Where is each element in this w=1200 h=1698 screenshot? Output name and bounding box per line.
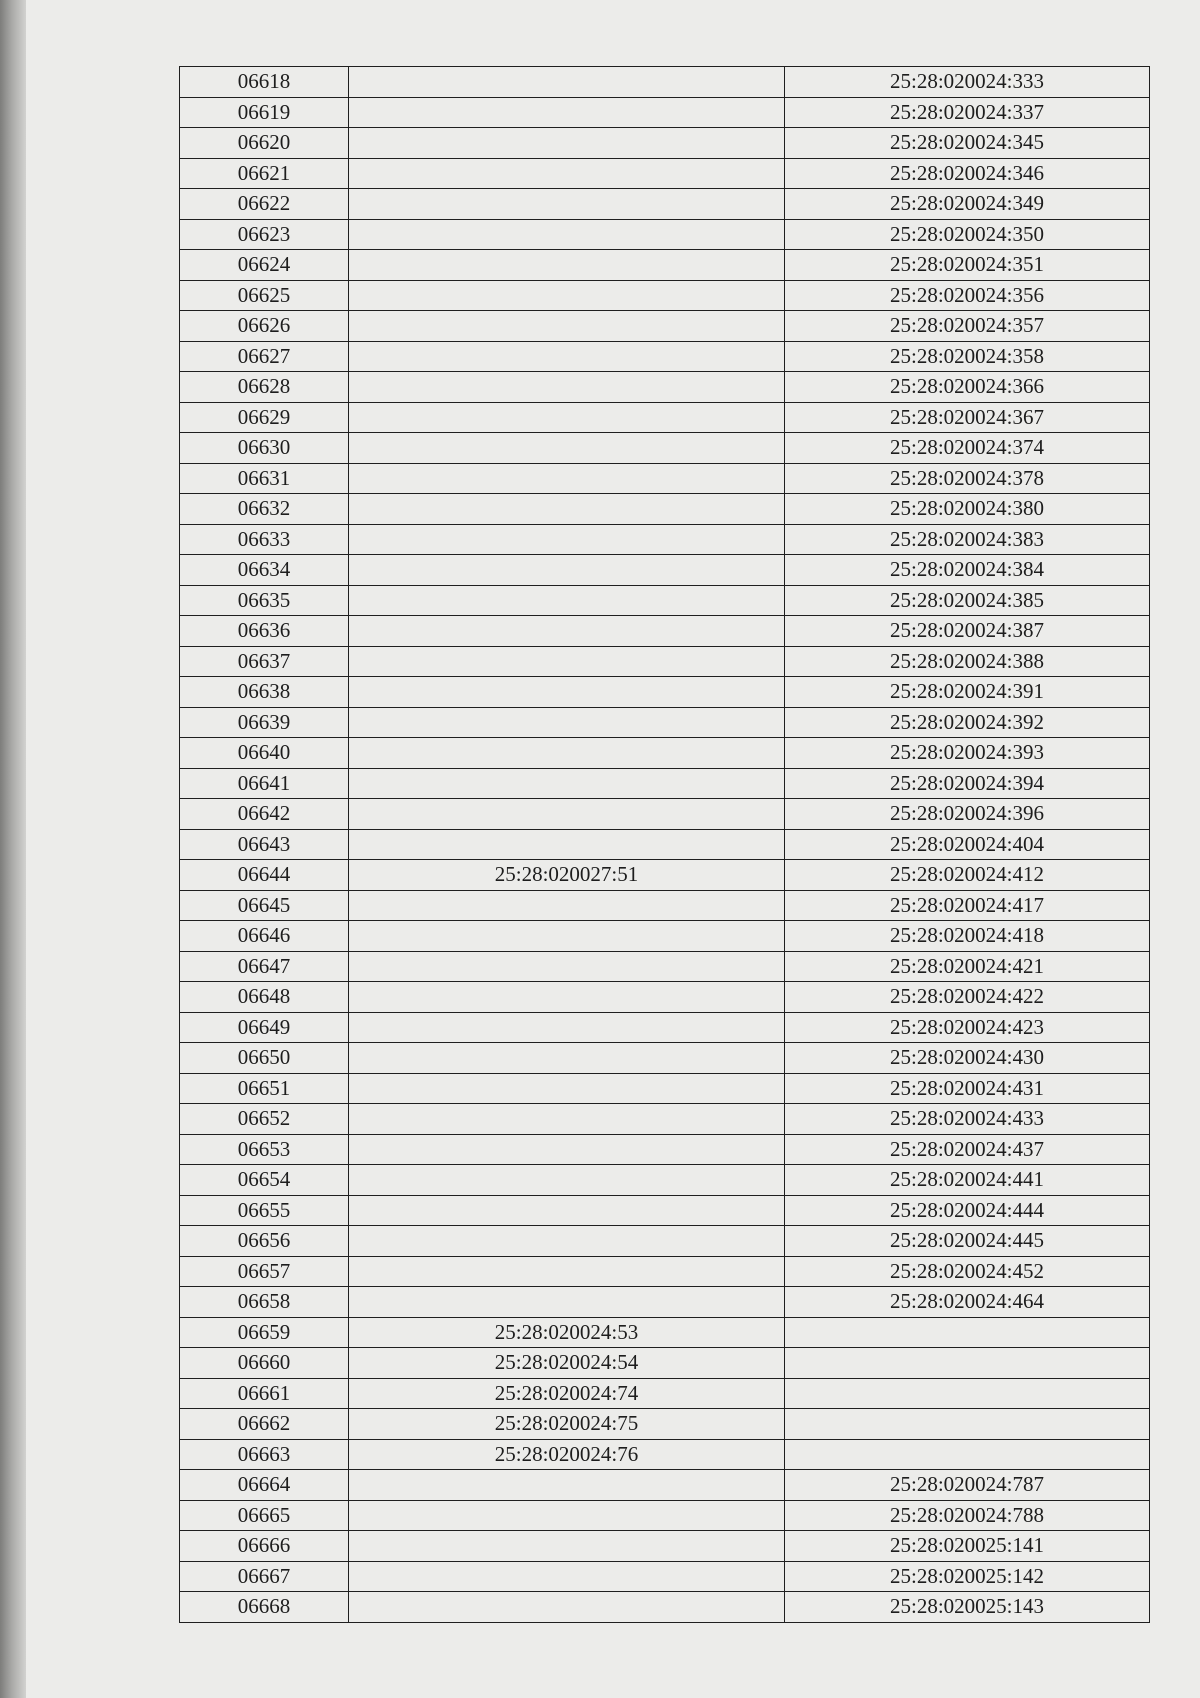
table-row [180, 1470, 1150, 1501]
row-number-cell: 06628 [180, 372, 349, 403]
old-number-cell [349, 189, 785, 220]
row-number-cell: 06646 [180, 921, 349, 952]
cadastral-number-cell: 25:28:020024:445 [785, 1226, 1150, 1257]
table-row [180, 1592, 1150, 1623]
row-number-cell: 06644 [180, 860, 349, 891]
row-number-cell: 06633 [180, 524, 349, 555]
cadastral-number-cell: 25:28:020024:350 [785, 219, 1150, 250]
cadastral-number-cell: 25:28:020024:412 [785, 860, 1150, 891]
cadastral-number-cell [785, 1409, 1150, 1440]
old-number-cell [349, 890, 785, 921]
table-row [180, 921, 1150, 952]
cadastral-number-cell: 25:28:020024:393 [785, 738, 1150, 769]
table-row [180, 372, 1150, 403]
old-number-cell [349, 646, 785, 677]
row-number-cell: 06626 [180, 311, 349, 342]
row-number-cell: 06636 [180, 616, 349, 647]
cadastral-number-cell: 25:28:020024:422 [785, 982, 1150, 1013]
cadastral-number-cell: 25:28:020024:423 [785, 1012, 1150, 1043]
cadastral-number-cell: 25:28:020025:143 [785, 1592, 1150, 1623]
table-row [180, 1165, 1150, 1196]
row-number-cell: 06639 [180, 707, 349, 738]
old-number-cell [349, 433, 785, 464]
old-number-cell [349, 1073, 785, 1104]
table-row [180, 738, 1150, 769]
row-number-cell: 06667 [180, 1561, 349, 1592]
table-row [180, 646, 1150, 677]
cadastral-number-cell: 25:28:020024:421 [785, 951, 1150, 982]
cadastral-number-cell: 25:28:020024:391 [785, 677, 1150, 708]
row-number-cell: 06654 [180, 1165, 349, 1196]
row-number-cell: 06658 [180, 1287, 349, 1318]
old-number-cell: 25:28:020024:54 [349, 1348, 785, 1379]
row-number-cell: 06668 [180, 1592, 349, 1623]
table-row [180, 585, 1150, 616]
cadastral-number-cell: 25:28:020024:367 [785, 402, 1150, 433]
old-number-cell [349, 677, 785, 708]
table-row [180, 219, 1150, 250]
row-number-cell: 06622 [180, 189, 349, 220]
cadastral-registry-table [179, 66, 1150, 1623]
table-row [180, 67, 1150, 98]
old-number-cell [349, 402, 785, 433]
cadastral-number-cell: 25:28:020024:387 [785, 616, 1150, 647]
old-number-cell: 25:28:020024:74 [349, 1378, 785, 1409]
old-number-cell [349, 585, 785, 616]
table-row [180, 1531, 1150, 1562]
cadastral-number-cell: 25:28:020024:444 [785, 1195, 1150, 1226]
old-number-cell [349, 921, 785, 952]
cadastral-number-cell [785, 1378, 1150, 1409]
cadastral-number-cell: 25:28:020025:142 [785, 1561, 1150, 1592]
cadastral-number-cell: 25:28:020024:452 [785, 1256, 1150, 1287]
row-number-cell: 06624 [180, 250, 349, 281]
old-number-cell: 25:28:020024:75 [349, 1409, 785, 1440]
table-row [180, 555, 1150, 586]
table-row [180, 1409, 1150, 1440]
old-number-cell [349, 1531, 785, 1562]
cadastral-number-cell: 25:28:020024:333 [785, 67, 1150, 98]
cadastral-number-cell: 25:28:020024:396 [785, 799, 1150, 830]
table-row [180, 158, 1150, 189]
cadastral-number-cell: 25:28:020024:380 [785, 494, 1150, 525]
table-row [180, 890, 1150, 921]
old-number-cell [349, 1104, 785, 1135]
cadastral-number-cell: 25:28:020024:430 [785, 1043, 1150, 1074]
row-number-cell: 06652 [180, 1104, 349, 1135]
old-number-cell: 25:28:020027:51 [349, 860, 785, 891]
cadastral-number-cell: 25:28:020024:441 [785, 1165, 1150, 1196]
old-number-cell [349, 1226, 785, 1257]
table-row [180, 189, 1150, 220]
old-number-cell [349, 738, 785, 769]
old-number-cell [349, 616, 785, 647]
old-number-cell [349, 555, 785, 586]
old-number-cell [349, 951, 785, 982]
row-number-cell: 06642 [180, 799, 349, 830]
row-number-cell: 06647 [180, 951, 349, 982]
old-number-cell [349, 97, 785, 128]
cadastral-number-cell: 25:28:020024:349 [785, 189, 1150, 220]
cadastral-number-cell: 25:28:020025:141 [785, 1531, 1150, 1562]
row-number-cell: 06632 [180, 494, 349, 525]
cadastral-number-cell [785, 1317, 1150, 1348]
old-number-cell [349, 494, 785, 525]
table-row [180, 524, 1150, 555]
old-number-cell [349, 158, 785, 189]
cadastral-number-cell: 25:28:020024:383 [785, 524, 1150, 555]
table-row [180, 433, 1150, 464]
table-row [180, 280, 1150, 311]
table-row [180, 1134, 1150, 1165]
scan-edge-shadow [0, 0, 26, 1698]
cadastral-number-cell: 25:28:020024:337 [785, 97, 1150, 128]
table-row [180, 494, 1150, 525]
table-row [180, 1378, 1150, 1409]
cadastral-number-cell: 25:28:020024:346 [785, 158, 1150, 189]
table-row [180, 799, 1150, 830]
cadastral-number-cell: 25:28:020024:366 [785, 372, 1150, 403]
table-row [180, 1256, 1150, 1287]
row-number-cell: 06649 [180, 1012, 349, 1043]
table-row [180, 1500, 1150, 1531]
cadastral-number-cell: 25:28:020024:394 [785, 768, 1150, 799]
row-number-cell: 06621 [180, 158, 349, 189]
table-row [180, 341, 1150, 372]
cadastral-number-cell [785, 1439, 1150, 1470]
old-number-cell [349, 67, 785, 98]
old-number-cell [349, 463, 785, 494]
row-number-cell: 06662 [180, 1409, 349, 1440]
old-number-cell [349, 1195, 785, 1226]
row-number-cell: 06661 [180, 1378, 349, 1409]
table-row [180, 951, 1150, 982]
row-number-cell: 06660 [180, 1348, 349, 1379]
old-number-cell [349, 219, 785, 250]
old-number-cell [349, 982, 785, 1013]
row-number-cell: 06625 [180, 280, 349, 311]
cadastral-number-cell: 25:28:020024:351 [785, 250, 1150, 281]
row-number-cell: 06634 [180, 555, 349, 586]
table-row [180, 1226, 1150, 1257]
old-number-cell [349, 311, 785, 342]
old-number-cell: 25:28:020024:76 [349, 1439, 785, 1470]
old-number-cell [349, 372, 785, 403]
row-number-cell: 06653 [180, 1134, 349, 1165]
row-number-cell: 06638 [180, 677, 349, 708]
table-row [180, 1043, 1150, 1074]
row-number-cell: 06657 [180, 1256, 349, 1287]
table-row [180, 1287, 1150, 1318]
cadastral-number-cell: 25:28:020024:357 [785, 311, 1150, 342]
row-number-cell: 06666 [180, 1531, 349, 1562]
cadastral-number-cell: 25:28:020024:385 [785, 585, 1150, 616]
cadastral-number-cell: 25:28:020024:345 [785, 128, 1150, 159]
old-number-cell [349, 1561, 785, 1592]
row-number-cell: 06643 [180, 829, 349, 860]
cadastral-number-cell: 25:28:020024:437 [785, 1134, 1150, 1165]
old-number-cell [349, 524, 785, 555]
cadastral-number-cell: 25:28:020024:384 [785, 555, 1150, 586]
table-row [180, 677, 1150, 708]
old-number-cell [349, 1592, 785, 1623]
old-number-cell [349, 341, 785, 372]
cadastral-number-cell: 25:28:020024:356 [785, 280, 1150, 311]
table-row [180, 97, 1150, 128]
old-number-cell [349, 1043, 785, 1074]
cadastral-number-cell: 25:28:020024:374 [785, 433, 1150, 464]
cadastral-number-cell: 25:28:020024:788 [785, 1500, 1150, 1531]
old-number-cell [349, 1012, 785, 1043]
table-row [180, 616, 1150, 647]
table-row [180, 1317, 1150, 1348]
row-number-cell: 06630 [180, 433, 349, 464]
old-number-cell [349, 1256, 785, 1287]
old-number-cell [349, 280, 785, 311]
row-number-cell: 06659 [180, 1317, 349, 1348]
old-number-cell [349, 707, 785, 738]
old-number-cell [349, 768, 785, 799]
table-row [180, 860, 1150, 891]
old-number-cell [349, 799, 785, 830]
cadastral-number-cell: 25:28:020024:464 [785, 1287, 1150, 1318]
row-number-cell: 06620 [180, 128, 349, 159]
row-number-cell: 06650 [180, 1043, 349, 1074]
table-row [180, 829, 1150, 860]
cadastral-number-cell: 25:28:020024:404 [785, 829, 1150, 860]
cadastral-number-cell: 25:28:020024:378 [785, 463, 1150, 494]
row-number-cell: 06627 [180, 341, 349, 372]
old-number-cell [349, 1134, 785, 1165]
table-row [180, 402, 1150, 433]
old-number-cell [349, 1287, 785, 1318]
old-number-cell [349, 1470, 785, 1501]
cadastral-number-cell: 25:28:020024:358 [785, 341, 1150, 372]
row-number-cell: 06645 [180, 890, 349, 921]
cadastral-number-cell [785, 1348, 1150, 1379]
table-row [180, 768, 1150, 799]
row-number-cell: 06619 [180, 97, 349, 128]
row-number-cell: 06623 [180, 219, 349, 250]
row-number-cell: 06664 [180, 1470, 349, 1501]
old-number-cell [349, 829, 785, 860]
row-number-cell: 06656 [180, 1226, 349, 1257]
cadastral-number-cell: 25:28:020024:417 [785, 890, 1150, 921]
cadastral-number-cell: 25:28:020024:392 [785, 707, 1150, 738]
table-row [180, 1561, 1150, 1592]
row-number-cell: 06635 [180, 585, 349, 616]
old-number-cell [349, 1165, 785, 1196]
row-number-cell: 06648 [180, 982, 349, 1013]
row-number-cell: 06665 [180, 1500, 349, 1531]
row-number-cell: 06640 [180, 738, 349, 769]
table-row [180, 1073, 1150, 1104]
row-number-cell: 06641 [180, 768, 349, 799]
row-number-cell: 06663 [180, 1439, 349, 1470]
old-number-cell: 25:28:020024:53 [349, 1317, 785, 1348]
table-row [180, 1195, 1150, 1226]
cadastral-number-cell: 25:28:020024:418 [785, 921, 1150, 952]
table-row [180, 1012, 1150, 1043]
table-row [180, 982, 1150, 1013]
row-number-cell: 06629 [180, 402, 349, 433]
row-number-cell: 06655 [180, 1195, 349, 1226]
table-row [180, 311, 1150, 342]
row-number-cell: 06637 [180, 646, 349, 677]
table-row [180, 250, 1150, 281]
table-row [180, 1104, 1150, 1135]
registry-table-body [180, 67, 1150, 1623]
document-page [26, 0, 1200, 1698]
table-row [180, 463, 1150, 494]
row-number-cell: 06651 [180, 1073, 349, 1104]
table-row [180, 1348, 1150, 1379]
cadastral-number-cell: 25:28:020024:787 [785, 1470, 1150, 1501]
table-row [180, 128, 1150, 159]
cadastral-number-cell: 25:28:020024:388 [785, 646, 1150, 677]
table-row [180, 1439, 1150, 1470]
table-row [180, 707, 1150, 738]
row-number-cell: 06631 [180, 463, 349, 494]
old-number-cell [349, 1500, 785, 1531]
cadastral-number-cell: 25:28:020024:433 [785, 1104, 1150, 1135]
cadastral-number-cell: 25:28:020024:431 [785, 1073, 1150, 1104]
row-number-cell: 06618 [180, 67, 349, 98]
old-number-cell [349, 128, 785, 159]
old-number-cell [349, 250, 785, 281]
